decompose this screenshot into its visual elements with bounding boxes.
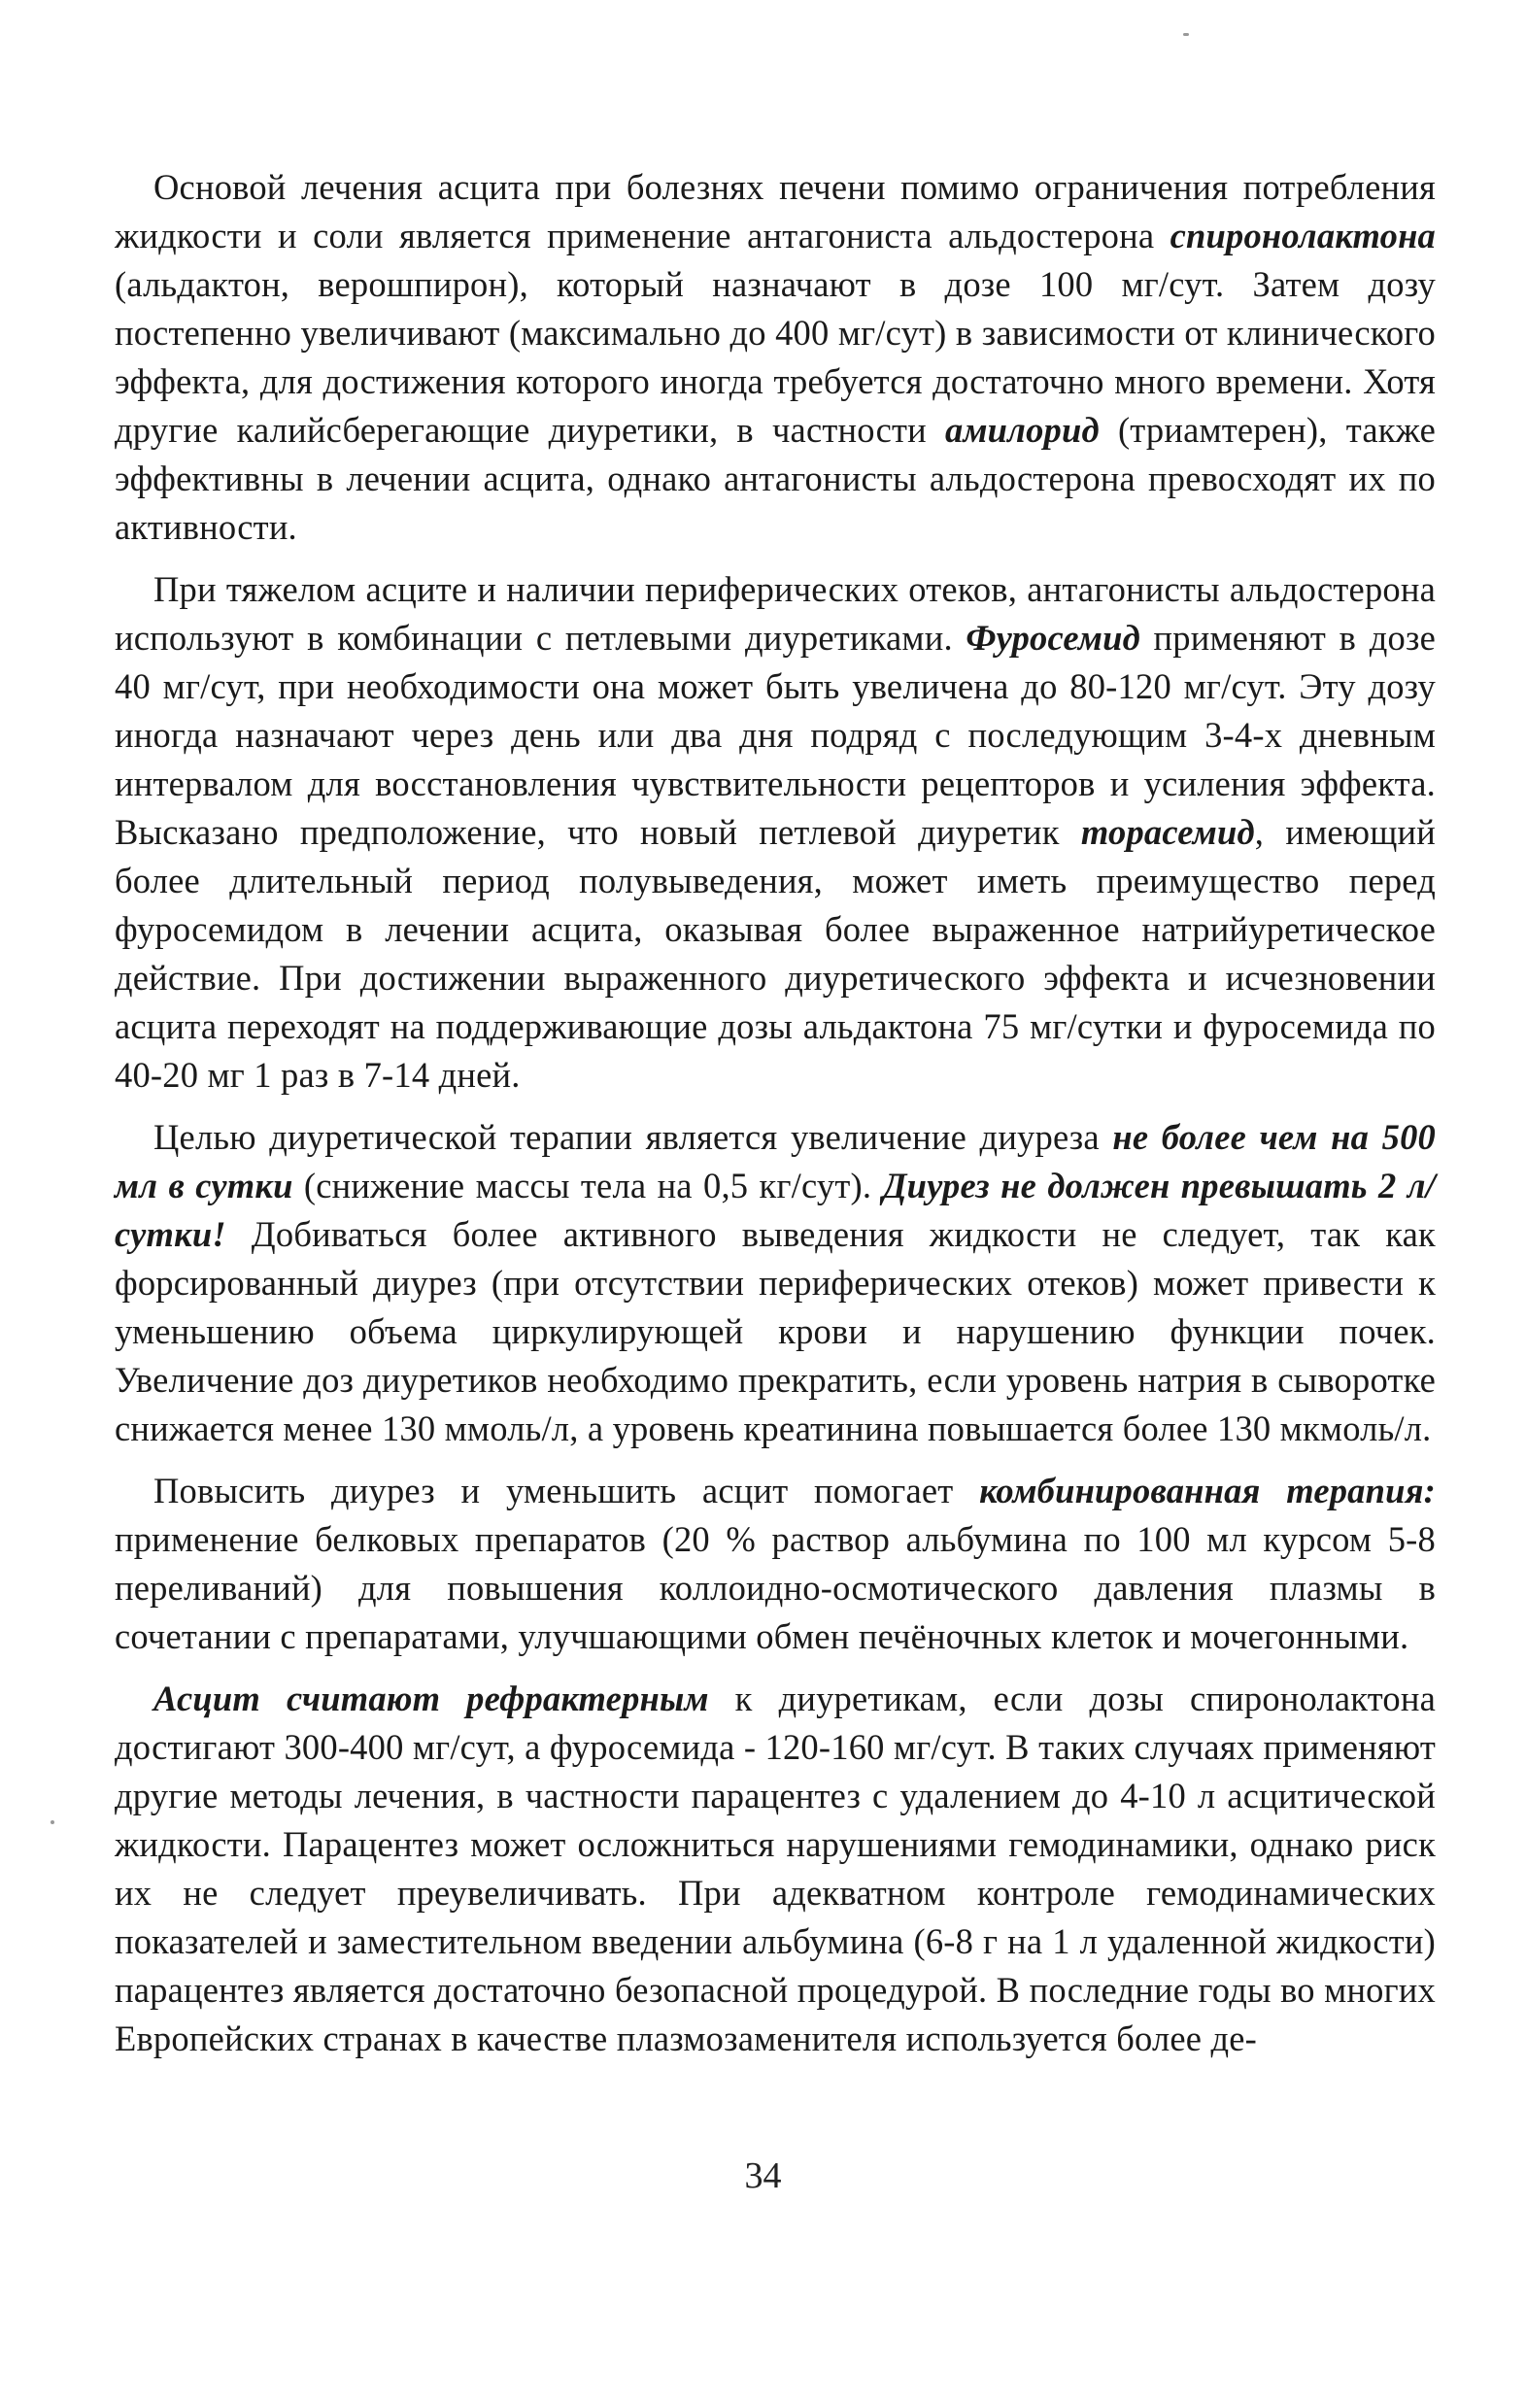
term-combined-therapy: комбинированная терапия:: [979, 1471, 1436, 1510]
text-segment: Добиваться более активного выведения жидкости не следует, так как форсированный диурез (при отсутствии периферических отеков) может привести к уменьшению объема циркулирующей крови и нарушению функции почек. Увеличение доз диуретиков необходимо прекратить, если уровень натрия в сыворотке снижается менее 130 ммоль/л, а уровень креатинина повышается более 130 мкмоль/л.: [115, 1214, 1436, 1448]
paragraph-combined-therapy: [115, 1467, 1436, 1661]
paragraph-furosemide: [115, 565, 1436, 1100]
paragraph-diuresis-goal: [115, 1113, 1436, 1453]
scan-speck: [1183, 33, 1189, 36]
term-refractory-ascites: Асцит считают рефрактерным: [153, 1679, 709, 1718]
term-spironolactone: спиронолактона: [1170, 216, 1436, 255]
term-torasemide: торасемид: [1080, 812, 1255, 852]
term-amiloride: амилорид: [945, 410, 1100, 450]
emphasis-limit: не более чем на 500 мл в сутки: [115, 1117, 1436, 1205]
text-segment: к диуретикам, если дозы спиронолактона достигают 300-400 мг/сут, а фуросемида - 120-160 мг/сут. В таких случаях применяют другие методы лечения, в частности парацентез с удалением до 4-10 л асцитической жидкости. Парацентез может осложниться нарушениями гемодинамики, однако риск их не следует преувеличивать. При адекватном контроле гемодинамических показателей и заместительном введении альбумина (6-8 г на 1 л удаленной жидкости) парацентез является достаточно безопасной процедурой. В последние годы во многих Европейских странах в качестве плазмозаменителя используется более де-: [115, 1679, 1436, 2058]
text-segment: Повысить диурез и уменьшить асцит помогает: [153, 1471, 980, 1510]
text-segment: , имеющий более длительный период полувыведения, может иметь преимущество перед фуросемидом в лечении асцита, оказывая более выраженное натрийуретическое действие. При достижении выраженного диуретического эффекта и исчезновении асцита переходят на поддерживающие дозы альдактона 75 мг/сутки и фуросемида по 40-20 мг 1 раз в 7-14 дней.: [115, 812, 1437, 1095]
text-segment: (альдактон, верошпирон), который назначают в дозе 100 мг/сут. Затем дозу постепенно увеличивают (максимально до 400 мг/сут) в зависимости от клинического эффекта, для достижения которого иногда требуется достаточно много времени. Хотя другие калийсберегающие диуретики, в частности: [115, 264, 1436, 450]
term-furosemide: Фуросемид: [966, 618, 1140, 658]
emphasis-warning: Диурез не должен превышать 2 л/сутки!: [115, 1166, 1436, 1254]
scan-speck: [51, 1820, 54, 1824]
document-body: [115, 163, 1436, 2077]
paragraph-refractory-ascites: [115, 1675, 1436, 2063]
text-segment: (триамтерен), также эффективны в лечении асцита, однако антагонисты альдостерона превосходят их по активности.: [115, 410, 1436, 547]
text-segment: применение белковых препаратов (20 % раствор альбумина по 100 мл курсом 5-8 переливаний) для повышения коллоидно-осмотического давления плазмы в сочетании с препаратами, улучшающими обмен печёночных клеток и мочегонными.: [115, 1519, 1436, 1656]
text-segment: применяют в дозе 40 мг/сут, при необходимости она может быть увеличена до 80-120 мг/сут. Эту дозу иногда назначают через день или два дня подряд с последующим 3-4-х дневным интервалом для восстановления чувствительности рецепторов и усиления эффекта. Высказано предположение, что новый петлевой диуретик: [115, 618, 1436, 852]
paragraph-spironolactone: [115, 163, 1436, 552]
text-segment: Целью диуретической терапии является увеличение диуреза: [153, 1117, 1113, 1157]
text-segment: Основой лечения асцита при болезнях печени помимо ограничения потребления жидкости и соли является применение антагониста альдостерона: [115, 167, 1436, 255]
page-number: 34: [744, 2155, 782, 2196]
text-segment: При тяжелом асците и наличии периферических отеков, антагонисты альдостерона используют в комбинации с петлевыми диуретиками.: [115, 569, 1436, 658]
text-segment: (снижение массы тела на 0,5 кг/сут).: [292, 1166, 883, 1205]
